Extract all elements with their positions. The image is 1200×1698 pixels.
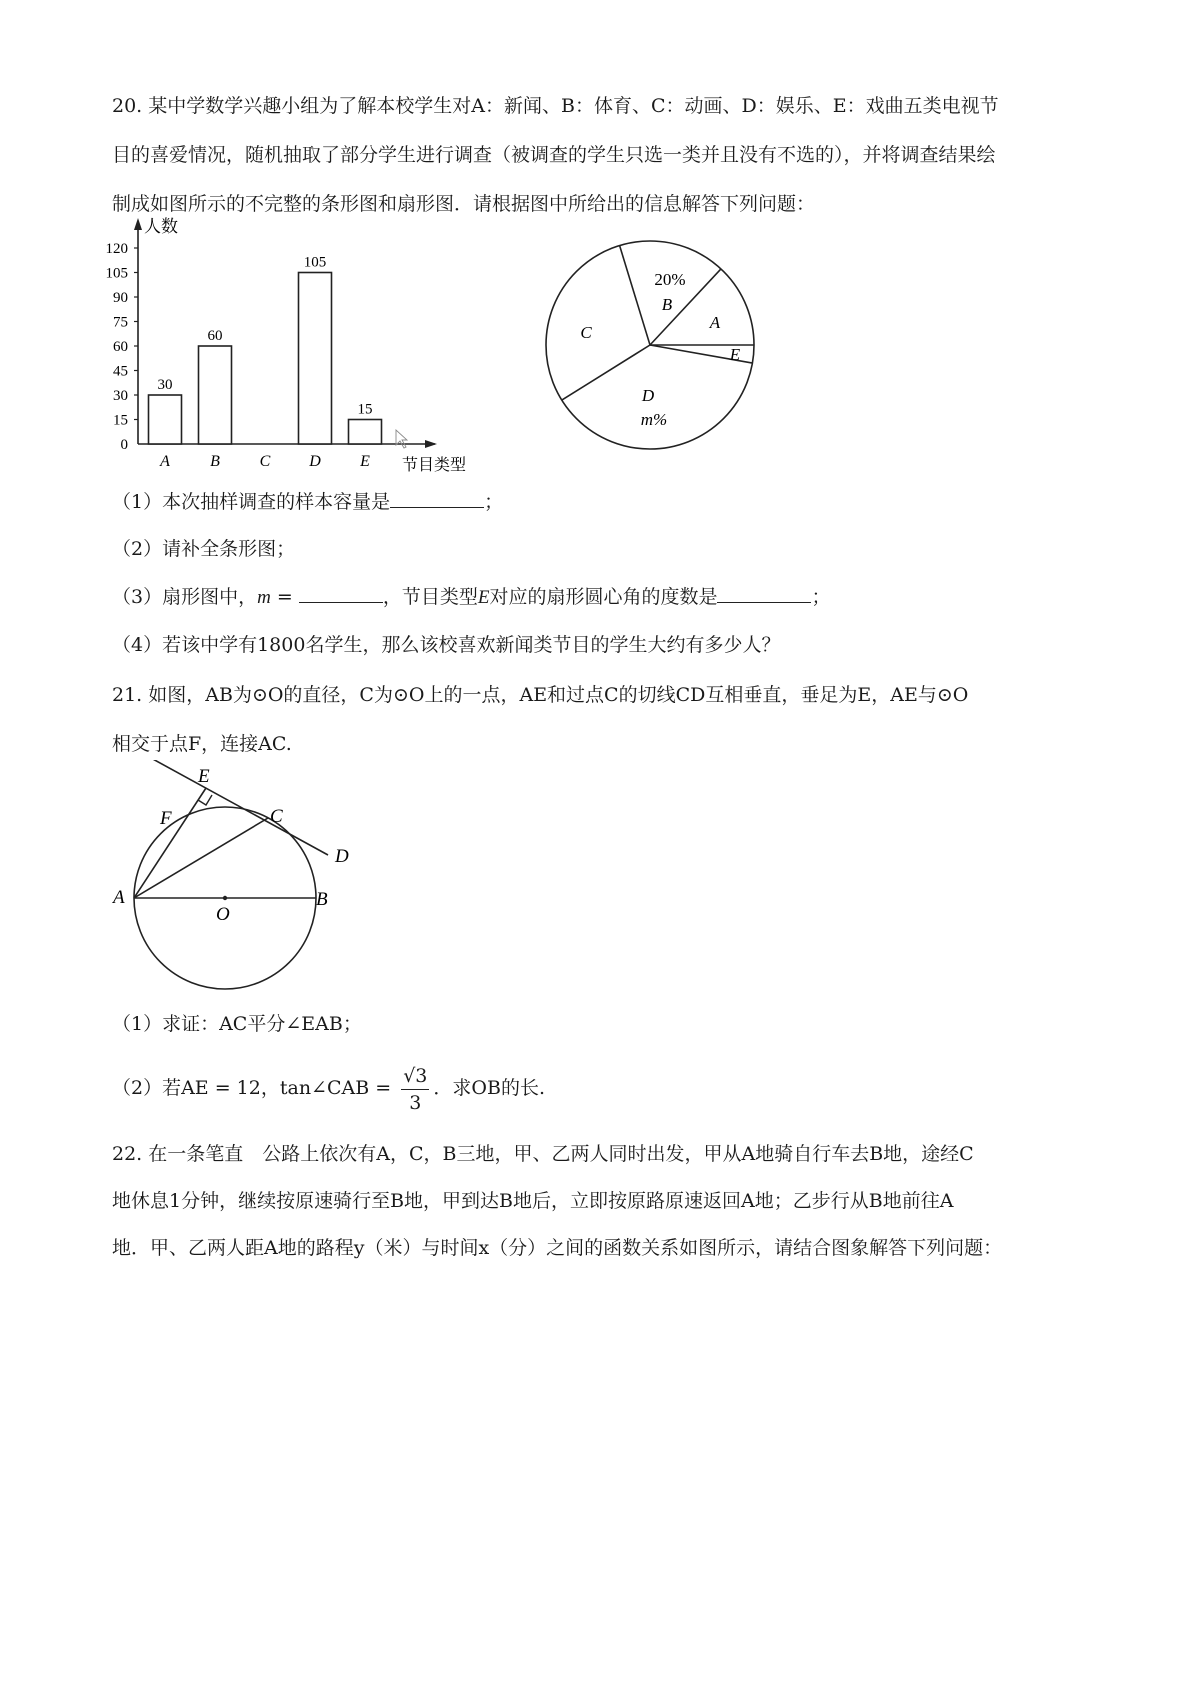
point-label-d: D — [335, 846, 349, 867]
q20-sub-3-text-b: ，节目类型 — [382, 586, 478, 608]
pie-slice-label: A — [709, 313, 721, 332]
q21-sub-1: （1）求证：AC平分∠EAB； — [112, 1013, 362, 1035]
fraction-numerator: √3 — [401, 1063, 429, 1090]
y-tick-label: 105 — [105, 265, 128, 282]
y-tick-label: 15 — [113, 412, 128, 429]
pie-slice-label: E — [729, 345, 741, 364]
x-axis-label: 节目类型 — [402, 457, 467, 474]
y-tick-label: 120 — [105, 241, 128, 257]
pie-slice-percent: 20% — [654, 270, 686, 289]
q20-sub-4: （4）若该中学有1800名学生，那么该校喜欢新闻类节目的学生大约有多少人？ — [112, 634, 781, 656]
q22-line-2: 地休息1分钟，继续按原速骑行至B地，甲到达B地后，立即按原路原速返回A地；乙步行从B地前往A — [112, 1190, 954, 1212]
bar-data-label: 105 — [303, 254, 327, 271]
x-tick-label: C — [259, 453, 271, 470]
bar — [349, 420, 382, 445]
q20-sub-1-end: ； — [484, 491, 504, 513]
pie-slice-percent: m% — [640, 410, 668, 429]
q20-sub-3 — [112, 582, 830, 612]
q20-sub-1-text: （1）本次抽样调查的样本容量是 — [112, 491, 391, 513]
bar-data-label: 30 — [157, 377, 173, 393]
q20-sub-3-E: E — [477, 587, 490, 608]
q21-line-2: 相交于点F，连接AC. — [112, 733, 292, 755]
x-tick-label: B — [210, 453, 220, 470]
q20-line-2: 目的喜爱情况，随机抽取了部分学生进行调查（被调查的学生只选一类并且没有不选的），并将调查结果绘 — [112, 144, 996, 166]
x-tick-label: E — [360, 453, 370, 470]
q22-line-3: 地．甲、乙两人距A地的路程y（米）与时间x（分）之间的函数关系如图所示，请结合图象解答下列问题： — [112, 1237, 1003, 1259]
x-tick-label: D — [309, 453, 321, 470]
pie-slice-label: B — [661, 295, 673, 314]
q20-line-3: 制成如图所示的不完整的条形图和扇形图．请根据图中所给出的信息解答下列问题： — [112, 193, 816, 215]
center-dot — [223, 896, 227, 900]
cursor-icon — [396, 430, 407, 448]
y-axis-label: 人数 — [144, 217, 178, 236]
y-tick-label: 0 — [120, 437, 128, 453]
point-label-f: F — [160, 808, 172, 829]
y-tick-label: 60 — [113, 339, 128, 355]
q20-sub-3-end: ； — [811, 586, 831, 608]
q21-sub-2 — [112, 1058, 545, 1118]
answer-blank-angle[interactable] — [717, 582, 811, 603]
answer-blank-m[interactable] — [299, 582, 383, 603]
pie-slice-label: D — [641, 386, 655, 405]
x-tick-label: A — [160, 453, 170, 470]
q20-sub-3-eq: = — [270, 586, 299, 608]
y-tick-label: 30 — [113, 388, 128, 404]
segment-ae — [134, 788, 206, 898]
y-axis-arrow — [134, 218, 142, 230]
q20-sub-3-m: m — [257, 587, 271, 608]
bar-chart — [100, 212, 500, 482]
q20-sub-3-text-c: 对应的扇形圆心角的度数是 — [489, 586, 718, 608]
y-tick-label: 90 — [113, 290, 128, 306]
q20-sub-3-text-a: （3）扇形图中， — [112, 586, 258, 608]
q20-line-1: 20. 某中学数学兴趣小组为了解本校学生对A：新闻、B：体育、C：动画、D：娱乐、E：戏曲五类电视节 — [112, 95, 999, 117]
q20-sub-1 — [112, 487, 503, 516]
fraction-sqrt3-over-3 — [401, 1063, 429, 1116]
bar-data-label: 60 — [207, 328, 223, 344]
bar — [199, 346, 232, 444]
q21-line-1: 21. 如图，AB为⊙O的直径，C为⊙O上的一点，AE和过点C的切线CD互相垂直，垂足为E，AE与⊙O — [112, 684, 969, 706]
pie-chart — [530, 235, 770, 465]
point-label-e: E — [198, 766, 210, 787]
q22-line-1: 22. 在一条笔直 公路上依次有A，C，B三地，甲、乙两人同时出发，甲从A地骑自行车去B地，途经C — [112, 1143, 974, 1165]
x-axis-arrow — [425, 440, 437, 448]
pie-slice-label: C — [580, 323, 592, 342]
segment-ac — [134, 818, 268, 898]
point-label-b: B — [316, 889, 328, 910]
point-label-a: A — [113, 887, 125, 908]
q20-sub-2: （2）请补全条形图； — [112, 538, 296, 560]
answer-blank-1[interactable] — [390, 487, 484, 508]
bar-data-label: 15 — [357, 401, 373, 418]
bar — [299, 273, 332, 445]
q21-sub-2-text-b: ．求OB的长. — [433, 1077, 545, 1099]
y-tick-label: 45 — [113, 363, 128, 380]
geometry-figure — [100, 760, 400, 1000]
point-label-o: O — [216, 904, 230, 925]
fraction-denominator: 3 — [409, 1091, 422, 1114]
y-tick-label: 75 — [113, 314, 128, 331]
bar — [149, 395, 182, 444]
point-label-c: C — [270, 806, 283, 827]
q21-sub-2-text-a: （2）若AE = 12，tan∠CAB = — [112, 1077, 398, 1099]
